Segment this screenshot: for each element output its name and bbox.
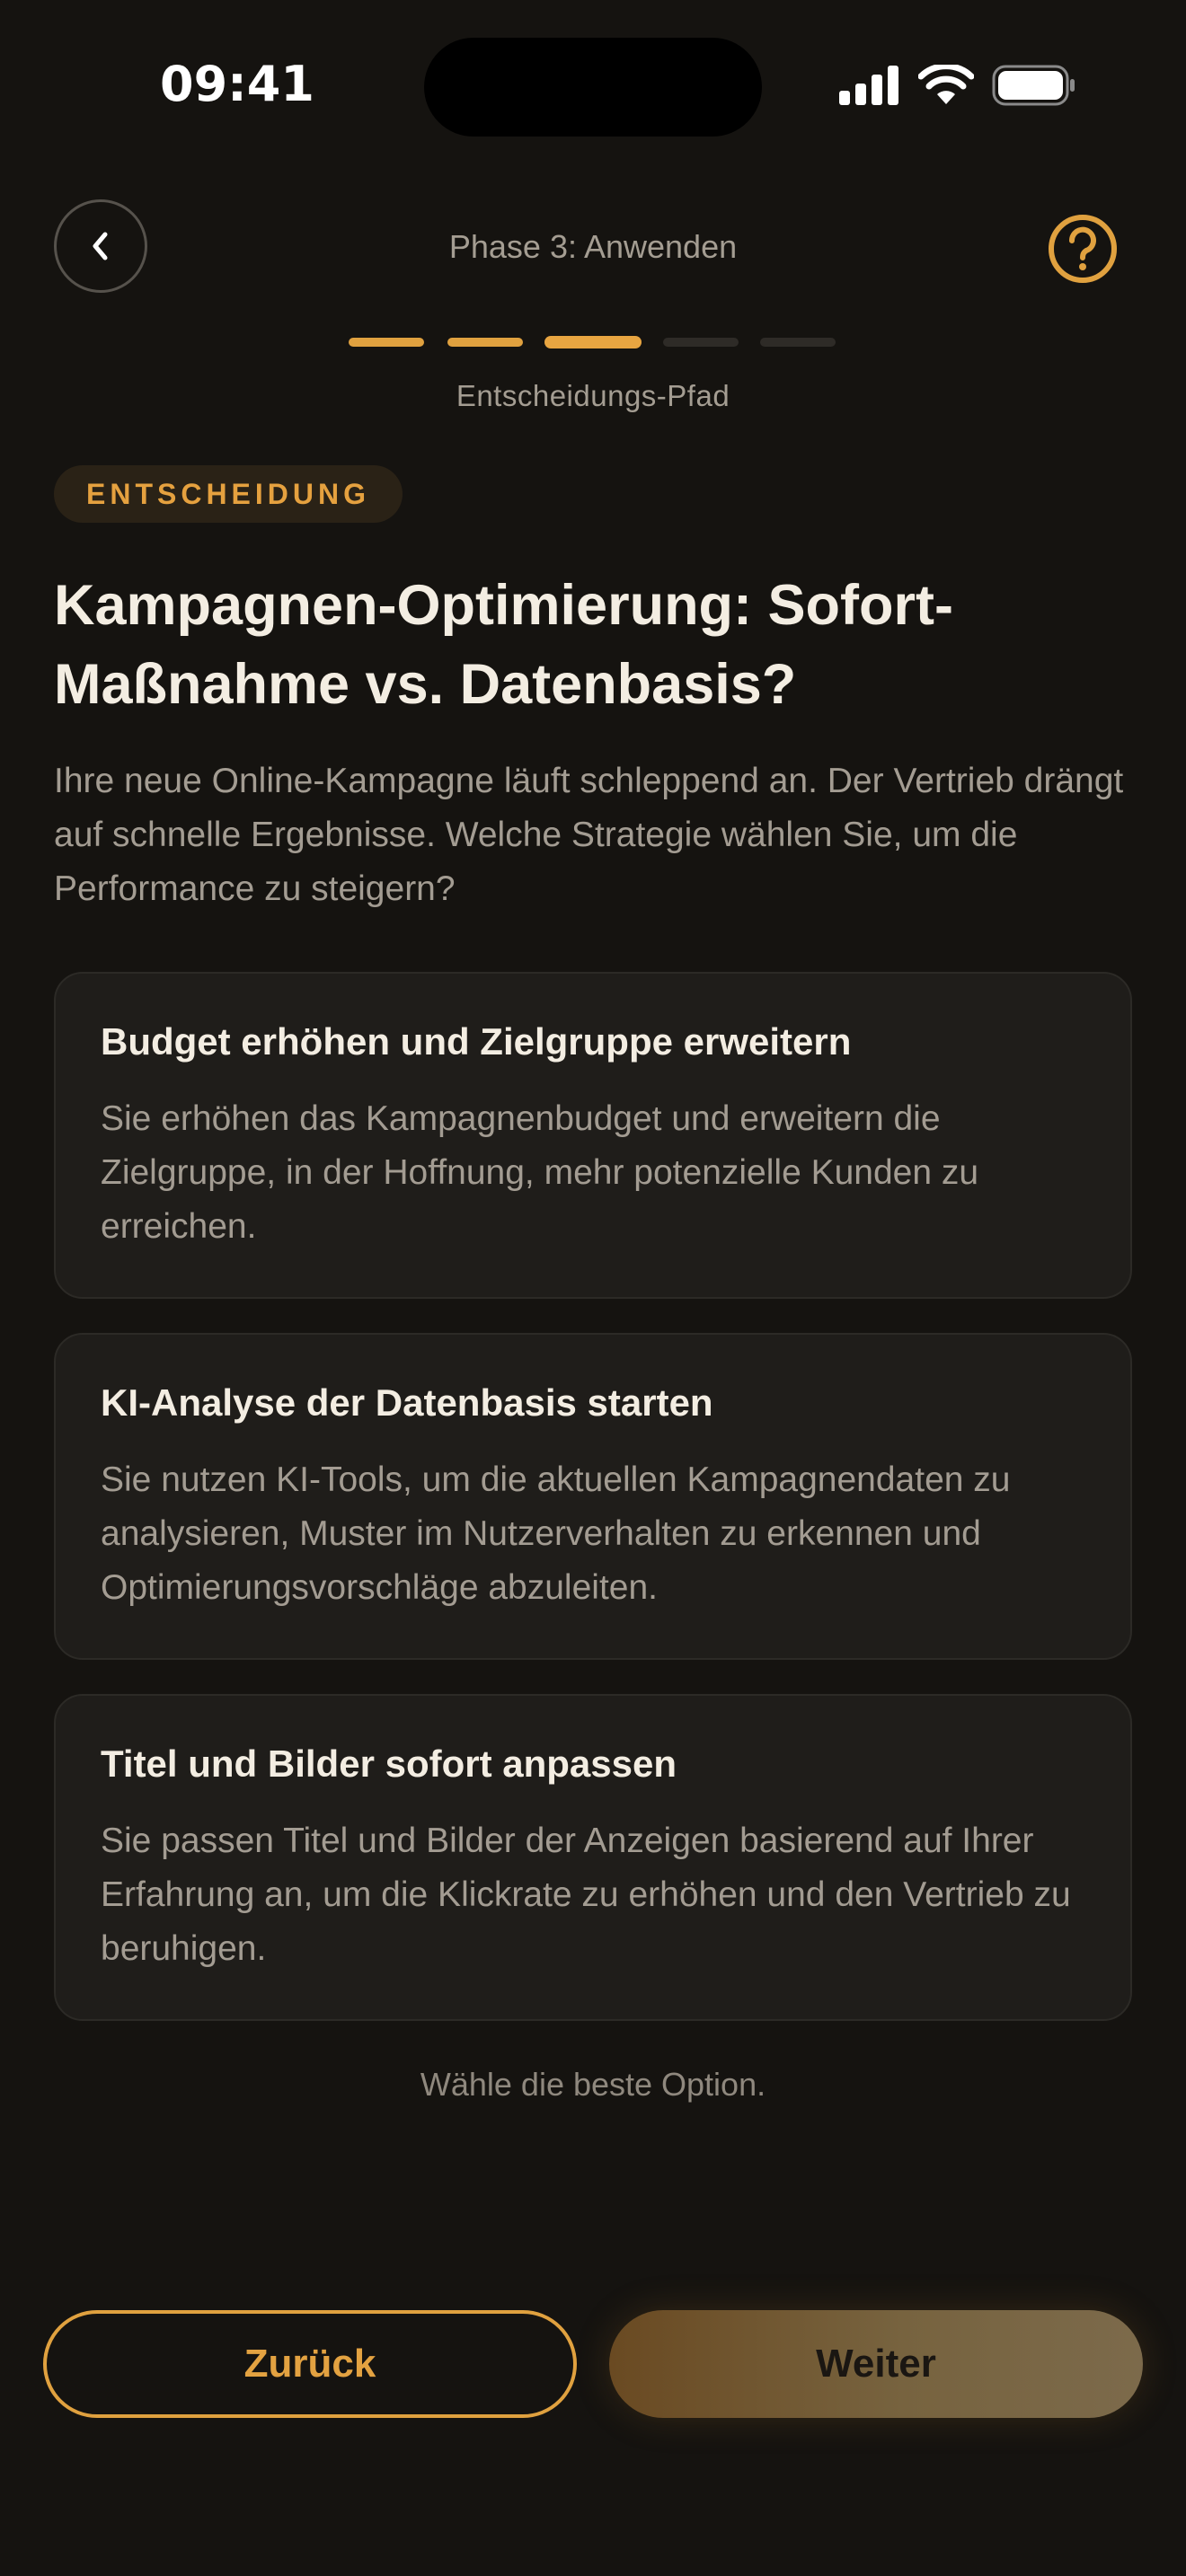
progress-step-5: [760, 338, 836, 347]
option-card-budget[interactable]: [54, 972, 1132, 1299]
category-badge: ENTSCHEIDUNG: [54, 465, 403, 523]
option-description: Sie erhöhen das Kampagnenbudget und erweitern die Zielgruppe, in der Hoffnung, mehr potenzielle Kunden zu erreichen.: [101, 1099, 979, 1246]
progress-step-4: [663, 338, 739, 347]
progress-step-1: [349, 338, 424, 347]
hint-text: Wähle die beste Option.: [420, 2066, 766, 2103]
phase-title: Phase 3: Anwenden: [448, 228, 738, 265]
back-nav-button[interactable]: Zurück: [43, 2310, 577, 2418]
progress-step-3: [544, 336, 642, 348]
option-title: Titel und Bilder sofort anpassen: [101, 1742, 677, 1785]
status-time: 09:41: [160, 56, 314, 112]
progress-step-2: [447, 338, 523, 347]
battery-icon: [992, 65, 1076, 106]
question-circle-icon[interactable]: [1048, 214, 1118, 284]
option-description: Sie nutzen KI-Tools, um die aktuellen Kampagnendaten zu analysieren, Muster im Nutzerverhalten zu erkennen und Optimierungsvorschläge abzuleiten.: [101, 1460, 1011, 1607]
option-description: Sie passen Titel und Bilder der Anzeigen basierend auf Ihrer Erfahrung an, um die Klickrate zu erhöhen und den Vertrieb zu beruhigen.: [101, 1822, 1071, 1968]
option-title: KI-Analyse der Datenbasis starten: [101, 1381, 713, 1424]
next-button[interactable]: Weiter: [609, 2310, 1143, 2418]
signal-icon: [839, 66, 900, 105]
question-title: Kampagnen-Optimierung: Sofort-Maßnahme vs. Datenbasis?: [54, 574, 953, 716]
option-title: Budget erhöhen und Zielgruppe erweitern: [101, 1020, 852, 1063]
progress-label: Entscheidungs-Pfad: [456, 379, 730, 412]
progress-indicator: [349, 336, 837, 348]
option-card-ki-analyse[interactable]: [54, 1333, 1132, 1660]
status-icons: [839, 65, 1076, 106]
option-card-titel-bilder[interactable]: [54, 1694, 1132, 2021]
wifi-icon: [918, 65, 974, 106]
question-intro: Ihre neue Online-Kampagne läuft schleppend an. Der Vertrieb drängt auf schnelle Ergebnisse. Welche Strategie wählen Sie, um die Performance zu steigern?: [54, 762, 1124, 908]
dynamic-island: [424, 38, 762, 137]
